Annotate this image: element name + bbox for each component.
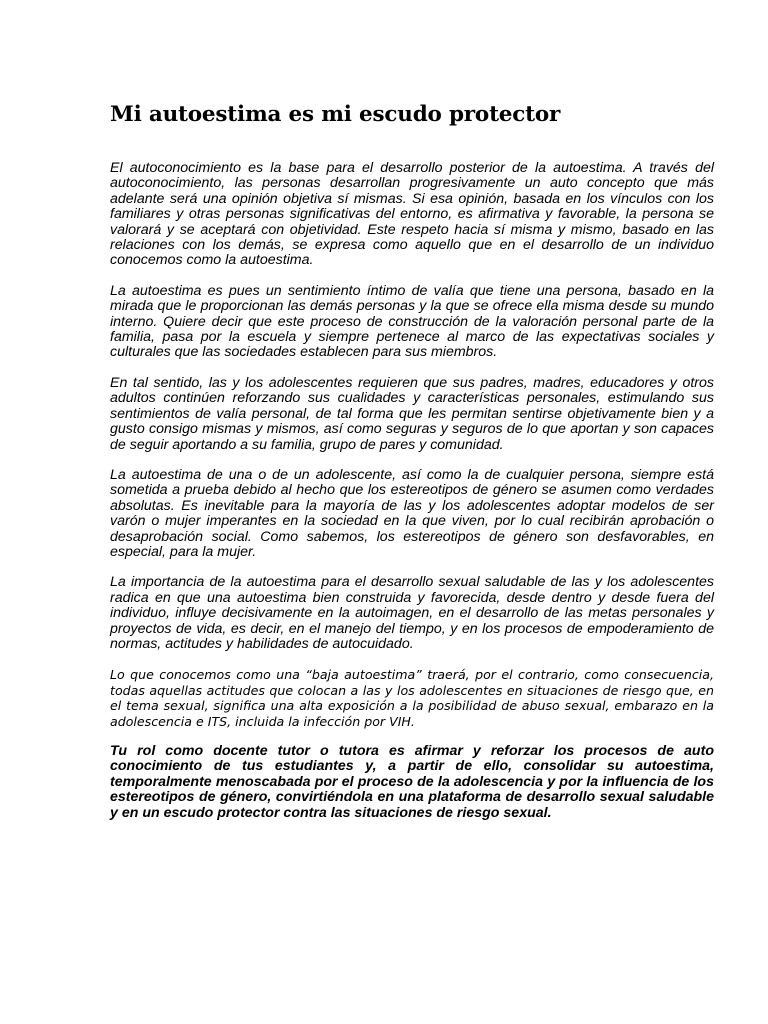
paragraph-sentimiento-intimo: La autoestima es pues un sentimiento íntimo de valía que tiene una persona, basado en la mirada que le proporcionan las demás personas y la que se ofrece ella misma desde su mundo interno. Quiere decir que este proceso de construcción de la valoración personal parte de la familia, pasa por la escuela y siempre pertenece al marco de las expectativas sociales y culturales que las sociedades establecen para sus miembros. [110,282,714,361]
paragraph-estereotipos-genero: La autoestima de una o de un adolescente, así como la de cualquier persona, siempre está sometida a prueba debido al hecho que los estereotipos de género se asumen como verdades absolutas. Es inevitable para la mayoría de las y los adolescentes adoptar modelos de ser varón o mujer imperantes en la sociedad en la que viven, por lo cual recibirán aprobación o desaprobación social. Como sabemos, los estereotipos de género son desfavorables, en especial, para la mujer. [110,466,714,560]
paragraph-importancia-autoestima: La importancia de la autoestima para el desarrollo sexual saludable de las y los adolescentes radica en que una autoestima bien construida y favorecida, desde dentro y desde fuera del individuo, influye decisivamente en la autoimagen, en el desarrollo de las metas personales y proyectos de vida, es decir, en el manejo del tiempo, y en los procesos de empoderamiento de normas, actitudes y habilidades de autocuidado. [110,574,714,652]
document-title: Mi autoestima es mi escudo protector [110,102,561,127]
paragraph-adolescentes-requieren: En tal sentido, las y los adolescentes requieren que sus padres, madres, educadores y otros adultos continúen reforzando sus cualidades y características personales, estimulando sus sentimientos de valía personal, de tal forma que les permitan sentirse objetivamente bien y a gusto consigo mismas y mismos, así como seguras y seguros de lo que aportan y son capaces de seguir aportando a su familia, grupo de pares y comunidad. [110,374,714,453]
paragraph-autoconocimiento: El autoconocimiento es la base para el desarrollo posterior de la autoestima. A través del autoconocimiento, las personas desarrollan progresivamente un auto concepto que más adelante será una opinión objetiva sí mismas. Si esa opinión, basada en los vínculos con los familiares y otras personas significativas del entorno, es afirmativa y favorable, la persona se valorará y se aceptará con objetividad. Este respeto hacia sí misma y mismo, basado en las relaciones con los demás, se expresa como aquello que en el desarrollo de un individuo conocemos como la autoestima. [110,160,714,269]
paragraph-baja-autoestima: Lo que conocemos como una “baja autoestima” traerá, por el contrario, como consecuencia, todas aquellas actitudes que colocan a las y los adolescentes en situaciones de riesgo que, en el tema sexual, significa una alta exposición a la posibilidad de abuso sexual, embarazo en la adolescencia e ITS, incluida la infección por VIH. [110,667,714,729]
paragraph-rol-docente: Tu rol como docente tutor o tutora es afirmar y reforzar los procesos de auto conocimiento de tus estudiantes y, a partir de ello, consolidar su autoestima, temporalmente menoscabada por el proceso de la adolescencia y por la influencia de los estereotipos de género, convirtiéndola en una plataforma de desarrollo sexual saludable y en un escudo protector contra las situaciones de riesgo sexual. [110,743,714,821]
document-page [110,102,714,836]
